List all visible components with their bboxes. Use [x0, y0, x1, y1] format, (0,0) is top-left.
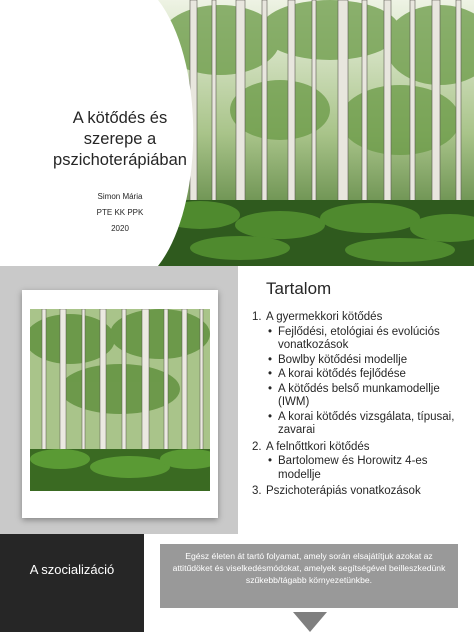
- bullet-icon: •: [268, 325, 273, 338]
- item-text: A felnőttkori kötődés: [266, 440, 370, 453]
- contents-list: [252, 311, 464, 501]
- sub-list: [252, 455, 464, 482]
- institution: PTE KK PPK: [96, 208, 144, 217]
- bullet-icon: •: [268, 455, 273, 467]
- item-text: A gyermekkori kötődés: [266, 311, 383, 323]
- presentation-title: [20, 108, 220, 171]
- bullet-icon: •: [268, 410, 273, 423]
- item-number: 2.: [252, 440, 262, 453]
- title-line: A kötődés és: [72, 109, 168, 127]
- definition-text: Egész életen át tartó folyamat, amely során elsajátítjuk azokat az attitűdöket és viselkedésmódokat, amelyek segítségével beilleszkedünk szűkebb/tágabb környezetünkbe.: [172, 551, 446, 585]
- bullet-icon: •: [268, 368, 273, 380]
- photo-frame: [22, 290, 218, 518]
- title-line: szerepe a: [83, 130, 157, 148]
- list-item: [252, 311, 464, 438]
- list-item: [268, 383, 464, 410]
- item-number: 1.: [252, 311, 262, 323]
- item-text: A kötődés belső munkamodellje (IWM): [278, 382, 440, 408]
- item-text: Bowlby kötődési modellje: [278, 353, 408, 366]
- slide-title: [0, 0, 474, 266]
- arrow-down-icon: [293, 612, 327, 632]
- list-item: [268, 368, 464, 382]
- title-line: pszichoterápiában: [53, 151, 187, 169]
- list-item: [268, 326, 464, 353]
- list-item: [268, 455, 464, 482]
- item-text: A korai kötődés vizsgálata, típusai, zavarai: [278, 410, 455, 436]
- forest-photo: [30, 309, 210, 491]
- list-item: [252, 485, 464, 499]
- slide-contents: [0, 266, 474, 534]
- year: 2020: [111, 224, 129, 233]
- list-item: [252, 441, 464, 483]
- list-item: [268, 354, 464, 368]
- slide-title: A szocializáció: [29, 562, 115, 577]
- bullet-icon: •: [268, 382, 273, 395]
- definition-box: [160, 544, 458, 608]
- item-number: 3.: [252, 485, 262, 497]
- contents-heading: Tartalom: [266, 279, 332, 298]
- title-panel: [0, 534, 144, 632]
- item-text: A korai kötődés fejlődése: [278, 368, 406, 380]
- slide-socialization: [0, 534, 474, 632]
- item-text: Fejlődési, etológiai és evolúciós vonatkozások: [278, 325, 440, 351]
- list-item: [268, 411, 464, 438]
- author-name: Simon Mária: [97, 192, 143, 201]
- item-text: Pszichoterápiás vonatkozások: [266, 485, 421, 497]
- bullet-icon: •: [268, 353, 273, 366]
- sub-list: [252, 326, 464, 438]
- item-text: Bartolomew és Horowitz 4-es modellje: [278, 455, 428, 481]
